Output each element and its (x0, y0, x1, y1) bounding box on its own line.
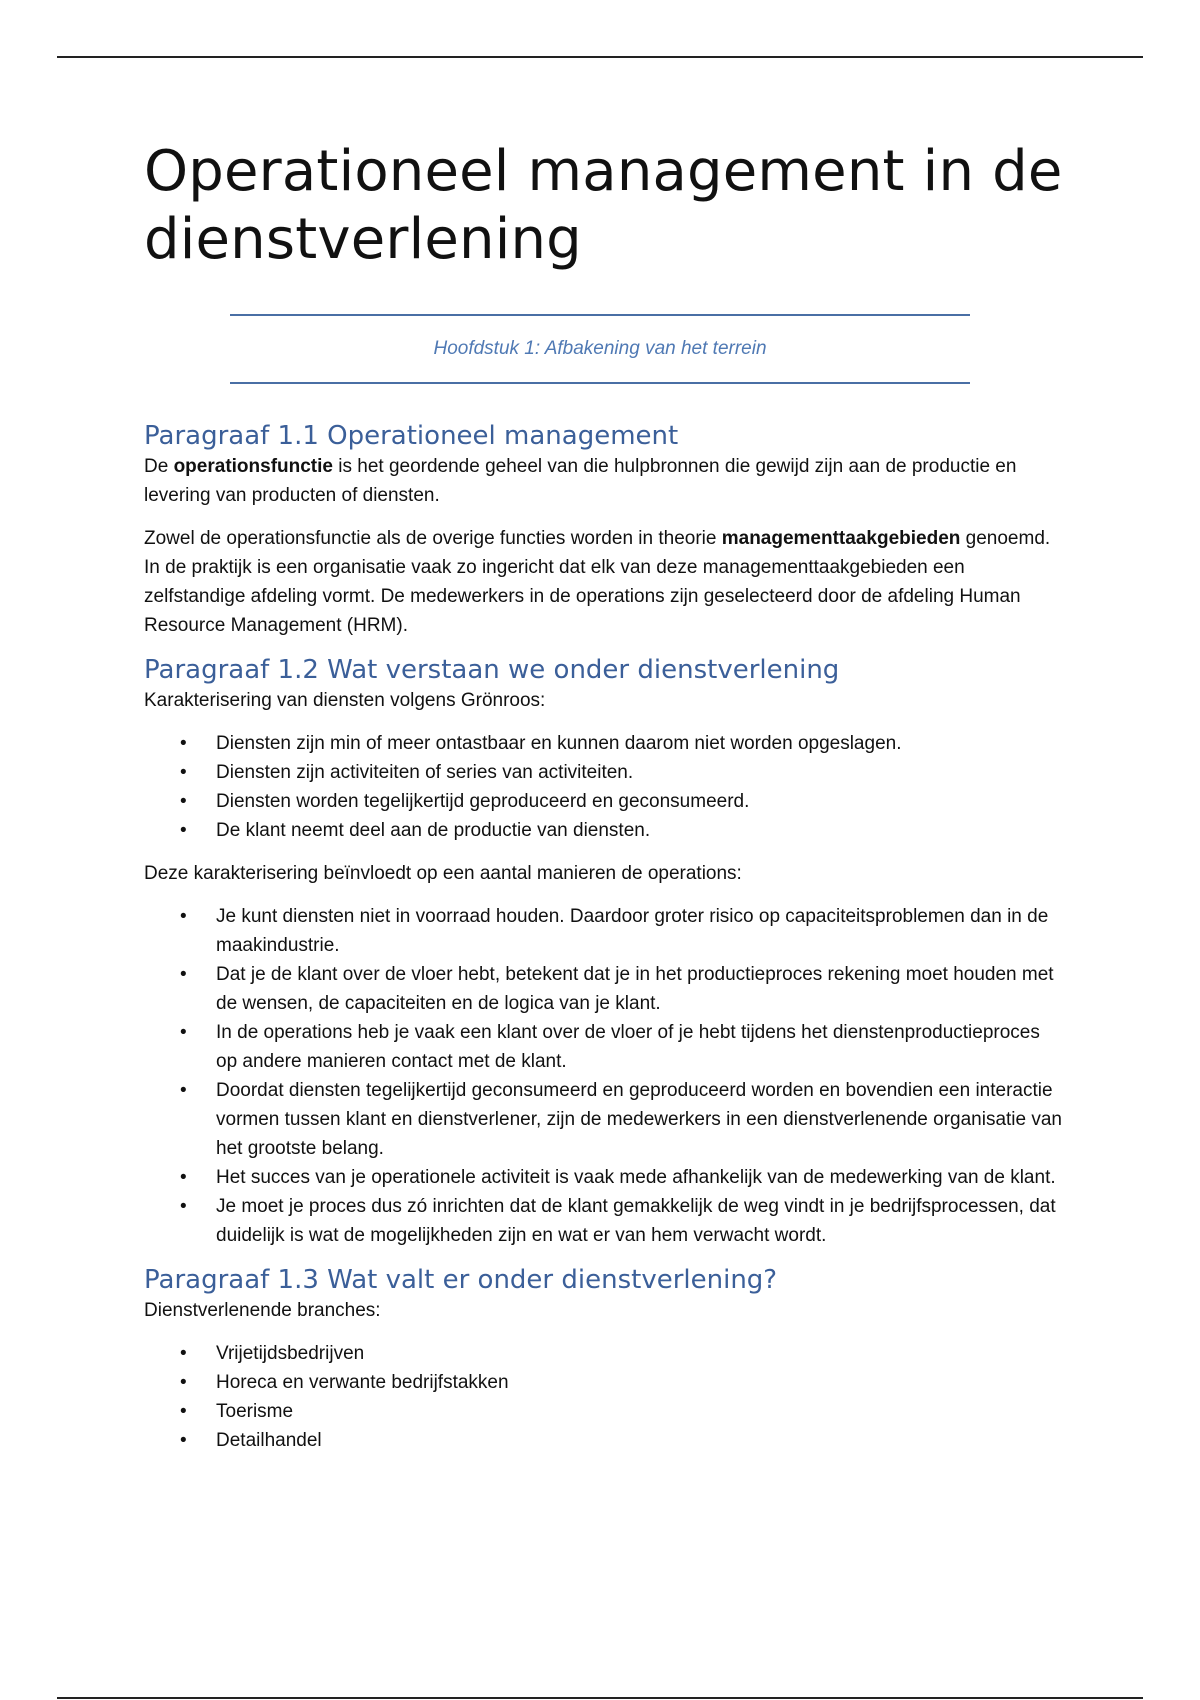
document-title: Operationeel management in de dienstverlening (144, 139, 1063, 272)
paragraph-operationsfunctie: De operationsfunctie is het geordende geheel van die hulpbronnen die gewijd zijn aan de productie en levering van producten of diensten. (144, 456, 1017, 506)
list-item: • In de operations heb je vaak een klant over de vloer of je hebt tijdens het dienstenproductieproces op andere manieren contact met de klant. (144, 1018, 1064, 1076)
list-item: • De klant neemt deel aan de productie van diensten. (144, 816, 1064, 845)
bullet-icon: • (180, 1372, 187, 1393)
bullet-icon: • (180, 1022, 187, 1043)
section-heading-1-3: Paragraaf 1.3 Wat valt er onder dienstverlening? (144, 1265, 778, 1295)
top-rule (57, 56, 1143, 58)
term-operationsfunctie: operationsfunctie (173, 456, 333, 477)
bullet-icon: • (180, 733, 187, 754)
list-item: • Horeca en verwante bedrijfstakken (144, 1368, 1064, 1397)
gronroos-list (144, 729, 1064, 845)
section-heading-1-2: Paragraaf 1.2 Wat verstaan we onder dienstverlening (144, 655, 840, 685)
paragraph-gronroos-intro: Karakterisering van diensten volgens Grönroos: (144, 690, 546, 711)
list-item: • Diensten worden tegelijkertijd geproduceerd en geconsumeerd. (144, 787, 1064, 816)
chapter-subtitle: Hoofdstuk 1: Afbakening van het terrein (433, 338, 767, 359)
bullet-icon: • (180, 1343, 187, 1364)
bullet-icon: • (180, 1196, 187, 1217)
bullet-icon: • (180, 1430, 187, 1451)
branches-list (144, 1339, 1064, 1455)
list-item: • Diensten zijn activiteiten of series van activiteiten. (144, 758, 1064, 787)
bullet-icon: • (180, 820, 187, 841)
bullet-icon: • (180, 906, 187, 927)
list-item: • Toerisme (144, 1397, 1064, 1426)
paragraph-managementtaakgebieden: Zowel de operationsfunctie als de overige functies worden in theorie managementtaakgebieden genoemd. In de praktijk is een organisatie vaak zo ingericht dat elk van deze managementtaakgebieden een zelfstandige afdeling vormt. De medewerkers in de operations zijn geselecteerd door de afdeling Human Resource Management (HRM). (144, 528, 1051, 636)
subtitle-box (230, 314, 970, 384)
bullet-icon: • (180, 964, 187, 985)
list-item: • Detailhandel (144, 1426, 1064, 1455)
list-item: • Doordat diensten tegelijkertijd geconsumeerd en geproduceerd worden en bovendien een interactie vormen tussen klant en dienstverlener, zijn de medewerkers in een dienstverlenende organisatie van het grootste belang. (144, 1076, 1064, 1163)
paragraph-karakterisering: Deze karakterisering beïnvloedt op een aantal manieren de operations: (144, 863, 742, 884)
bullet-icon: • (180, 762, 187, 783)
bottom-rule (57, 1697, 1143, 1699)
list-item: • Vrijetijdsbedrijven (144, 1339, 1064, 1368)
paragraph-branches-intro: Dienstverlenende branches: (144, 1300, 381, 1321)
section-heading-1-1: Paragraaf 1.1 Operationeel management (144, 421, 679, 451)
bullet-icon: • (180, 1167, 187, 1188)
list-item: • Je kunt diensten niet in voorraad houden. Daardoor groter risico op capaciteitsproblemen dan in de maakindustrie. (144, 902, 1064, 960)
list-item: • Het succes van je operationele activiteit is vaak mede afhankelijk van de medewerking van de klant. (144, 1163, 1064, 1192)
document-page (144, 138, 1064, 1455)
bullet-icon: • (180, 1401, 187, 1422)
list-item: • Dat je de klant over de vloer hebt, betekent dat je in het productieproces rekening moet houden met de wensen, de capaciteiten en de logica van je klant. (144, 960, 1064, 1018)
bullet-icon: • (180, 791, 187, 812)
bullet-icon: • (180, 1080, 187, 1101)
term-managementtaakgebieden: managementtaakgebieden (721, 528, 961, 549)
list-item: • Je moet je proces dus zó inrichten dat de klant gemakkelijk de weg vindt in je bedrijfsprocessen, dat duidelijk is wat de mogelijkheden zijn en wat er van hem verwacht wordt. (144, 1192, 1064, 1250)
operations-impact-list (144, 902, 1064, 1250)
list-item: • Diensten zijn min of meer ontastbaar en kunnen daarom niet worden opgeslagen. (144, 729, 1064, 758)
